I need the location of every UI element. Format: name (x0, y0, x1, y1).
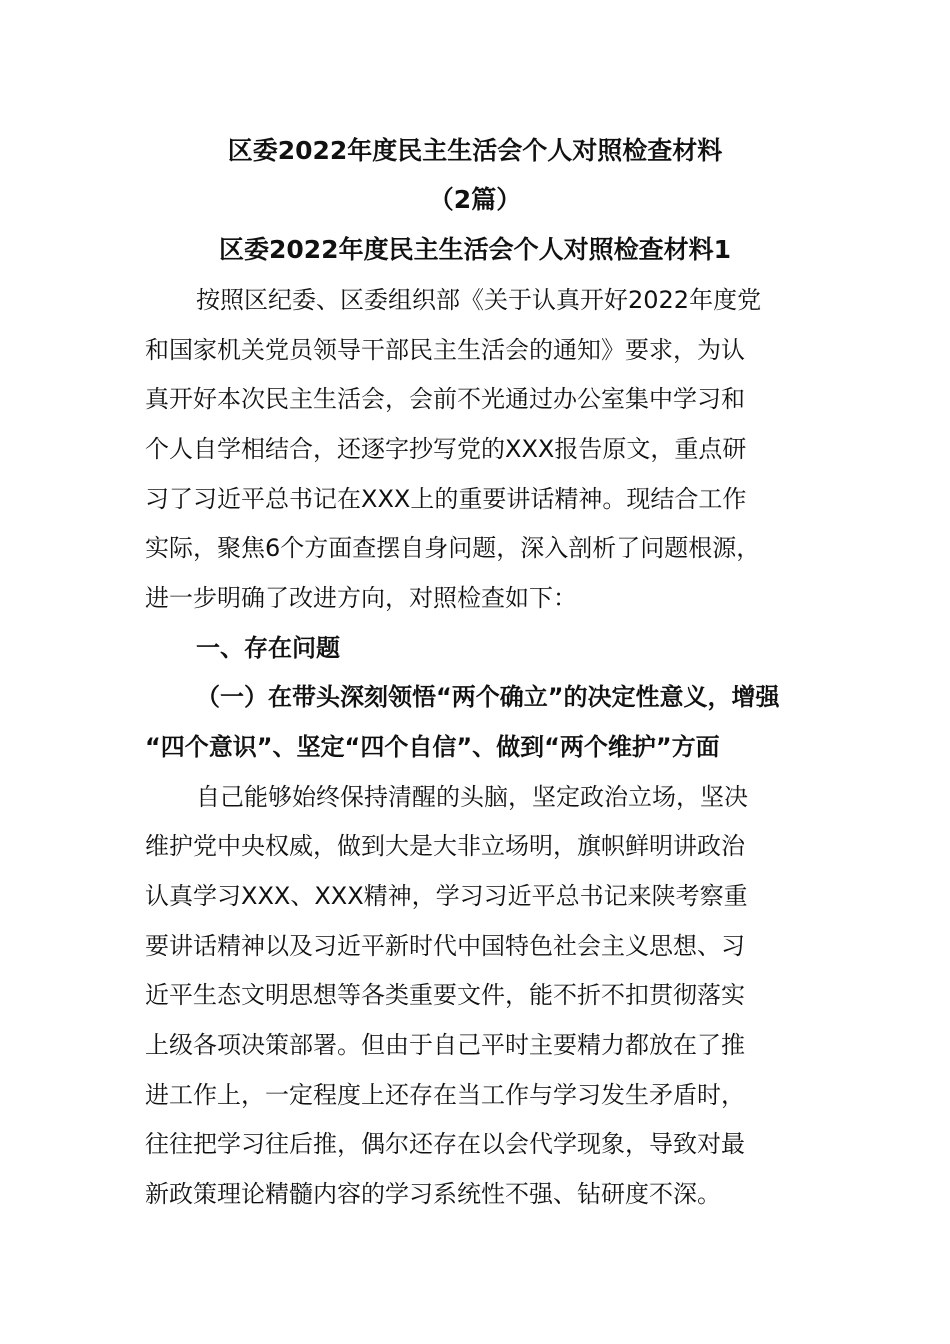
paragraph-2-line: 往往把学习往后推，偶尔还存在以会代学现象，导致对最 (145, 1130, 745, 1158)
main-title: 区委2022年度民主生活会个人对照检查材料 (227, 136, 723, 165)
paragraph-2-line: 近平生态文明思想等各类重要文件，能不折不扣贯彻落实 (145, 981, 745, 1009)
subsection-1-heading-line: （一）在带头深刻领悟“两个确立”的决定性意义，增强 (196, 683, 780, 711)
paragraph-2-line: 新政策理论精髓内容的学习系统性不强、钻研度不深。 (145, 1180, 721, 1208)
paragraph-1-line: 真开好本次民主生活会，会前不光通过办公室集中学习和 (145, 385, 745, 413)
paragraph-2-line: 要讲话精神以及习近平新时代中国特色社会主义思想、习 (145, 932, 745, 960)
paragraph-1-line: 习了习近平总书记在XXX上的重要讲话精神。现结合工作 (145, 485, 747, 513)
article-title: 区委2022年度民主生活会个人对照检查材料1 (219, 235, 731, 264)
section-1-heading: 一、存在问题 (196, 634, 340, 662)
paragraph-1-line: 按照区纪委、区委组织部《关于认真开好2022年度党 (196, 286, 762, 314)
paragraph-2-line: 维护党中央权威，做到大是大非立场明，旗帜鲜明讲政治 (145, 832, 745, 860)
paragraph-2-line: 自己能够始终保持清醒的头脑，坚定政治立场，坚决 (196, 783, 748, 811)
paragraph-1-line: 进一步明确了改进方向，对照检查如下： (145, 584, 577, 612)
paragraph-2-line: 认真学习XXX、XXX精神，学习习近平总书记来陕考察重 (145, 882, 748, 910)
paragraph-2-line: 上级各项决策部署。但由于自己平时主要精力都放在了推 (145, 1031, 745, 1059)
subtitle: （2篇） (428, 185, 522, 214)
subsection-1-heading-line: “四个意识”、坚定“四个自信”、做到“两个维护”方面 (145, 733, 720, 761)
paragraph-2-line: 进工作上，一定程度上还存在当工作与学习发生矛盾时， (145, 1081, 745, 1109)
paragraph-1-line: 实际，聚焦6个方面查摆自身问题，深入剖析了问题根源， (145, 534, 761, 562)
paragraph-1-line: 个人自学相结合，还逐字抄写党的XXX报告原文，重点研 (145, 435, 747, 463)
paragraph-1-line: 和国家机关党员领导干部民主生活会的通知》要求，为认 (145, 336, 745, 364)
